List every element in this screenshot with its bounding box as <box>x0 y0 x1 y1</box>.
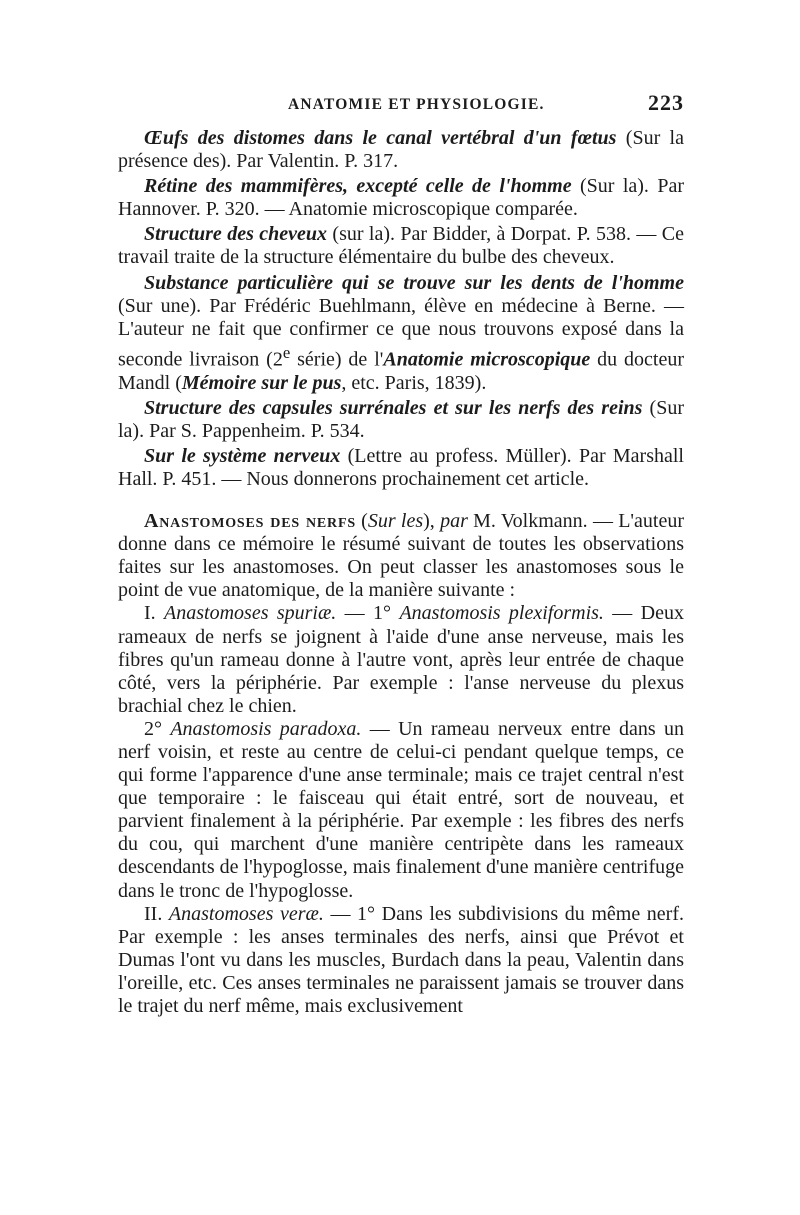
section-heading: Anastomoses des nerfs <box>144 510 356 533</box>
entry-text: du docteur Mandl ( <box>118 348 684 394</box>
item-text: — Un rameau nerveux entre dans un nerf voisin, et reste au centre de celui-ci pendant quelque temps, ce qui forme l'apparence d'une anse terminale; mais ce trajet central n'est que temporaire : le faisceau qui était entré, sort de nouveau, et parvient finalement à la périphérie. Par exemple : les fibres des nerfs du cou, qui marchent d'une manière centripète dans les rameaux descendants de l'hypoglosse, mais finalement d'une manière centrifuge dans le tronc de l'hypoglosse. <box>118 717 684 902</box>
entry-title: Structure des cheveux <box>144 223 328 246</box>
entry-text: , etc. Paris, 1839). <box>341 371 487 394</box>
section-paragraph <box>118 602 684 717</box>
page-header <box>118 90 684 120</box>
section-paragraph <box>118 903 684 1018</box>
item-title: Anastomosis paradoxa. <box>170 717 362 740</box>
item-number: I. <box>144 602 165 625</box>
punctuation: ), <box>423 510 441 533</box>
entry-title: Sur le système nerveux <box>144 444 341 467</box>
bibliography-entry <box>118 223 684 269</box>
entry-title: Substance particulière qui se trouve sur les dents de l'homme <box>144 271 684 294</box>
entry-text: (Sur la présence des). Par Valentin. P. 317. <box>118 127 684 173</box>
entry-title: Œufs des distomes dans le canal vertébral d'un fœtus <box>144 127 617 149</box>
section-paragraph <box>118 718 684 903</box>
page-body <box>118 127 684 1018</box>
section-text: M. Volkmann. — L'auteur donne dans ce mémoire le résumé suivant de toutes les observations faites sur les anastomoses. On peut classer les anastomoses sous le point de vue anatomique, de la manière suivante : <box>118 510 684 602</box>
item-text: — 1° <box>336 602 400 625</box>
heading-par: par <box>440 510 468 533</box>
entry-text: (Sur la). Par S. Pappenheim. P. 534. <box>118 396 684 442</box>
superscript: e <box>282 342 291 362</box>
item-text: — 1° Dans les subdivisions du même nerf. Par exemple : les anses terminales des nerfs, ainsi que Prévot et Dumas l'ont vu dans les muscles, Burdach dans la peau, Valentin dans l'oreille, etc. Ces anses terminales ne paraissent jamais se trouver dans le trajet du nerf même, mais exclusivement <box>118 902 684 1018</box>
bibliography-entry <box>118 445 684 491</box>
entry-title: Rétine des mammifères, excepté celle de l'homme <box>144 175 572 198</box>
entry-text: (Sur la). Par Hannover. P. 320. — Anatomie microscopique comparée. <box>118 175 685 221</box>
item-title: Anastomoses veræ. <box>168 902 324 925</box>
item-title: Anastomosis plexiformis. <box>399 602 604 625</box>
section-intro <box>118 510 684 602</box>
heading-italic: Sur les <box>367 510 424 533</box>
punctuation: ( <box>355 510 368 533</box>
entry-text: (sur la). Par Bidder, à Dorpat. P. 538. — Ce travail traite de la structure élémentaire du bulbe des cheveux. <box>118 223 685 269</box>
item-text: — Deux rameaux de nerfs se joignent à l'aide d'une anse nerveuse, mais les fibres qu'un rameau donne à l'autre vont, après leur entrée de chaque côté, vers la périphérie. Par exemple : l'anse nerveuse du plexus brachial chez le chien. <box>118 602 684 717</box>
entry-text: série) de l' <box>290 348 384 371</box>
entry-text: (Sur une). Par Frédéric Buehlmann, élève en médecine à Berne. — L'auteur ne fait que confirmer ce que nous trouvons exposé dans la seconde livraison (2 <box>118 294 684 371</box>
entry-title: Structure des capsules surrénales et sur les nerfs des reins <box>144 396 643 419</box>
bibliography-entry <box>118 175 684 221</box>
work-title: Mémoire sur le pus <box>181 371 342 394</box>
bibliography-entry <box>118 127 684 173</box>
running-head: ANATOMIE ET PHYSIOLOGIE. <box>288 96 545 113</box>
item-number: II. <box>144 902 169 925</box>
work-title: Anatomie microscopique <box>383 348 591 371</box>
bibliography-entry <box>118 272 684 395</box>
item-number: 2° <box>144 717 171 740</box>
page-number: 223 <box>648 90 684 115</box>
item-title: Anastomoses spuriæ. <box>164 602 337 625</box>
bibliography-entry <box>118 397 684 443</box>
entry-text: (Lettre au profess. Müller). Par Marshall Hall. P. 451. — Nous donnerons prochainement cet article. <box>118 444 684 490</box>
